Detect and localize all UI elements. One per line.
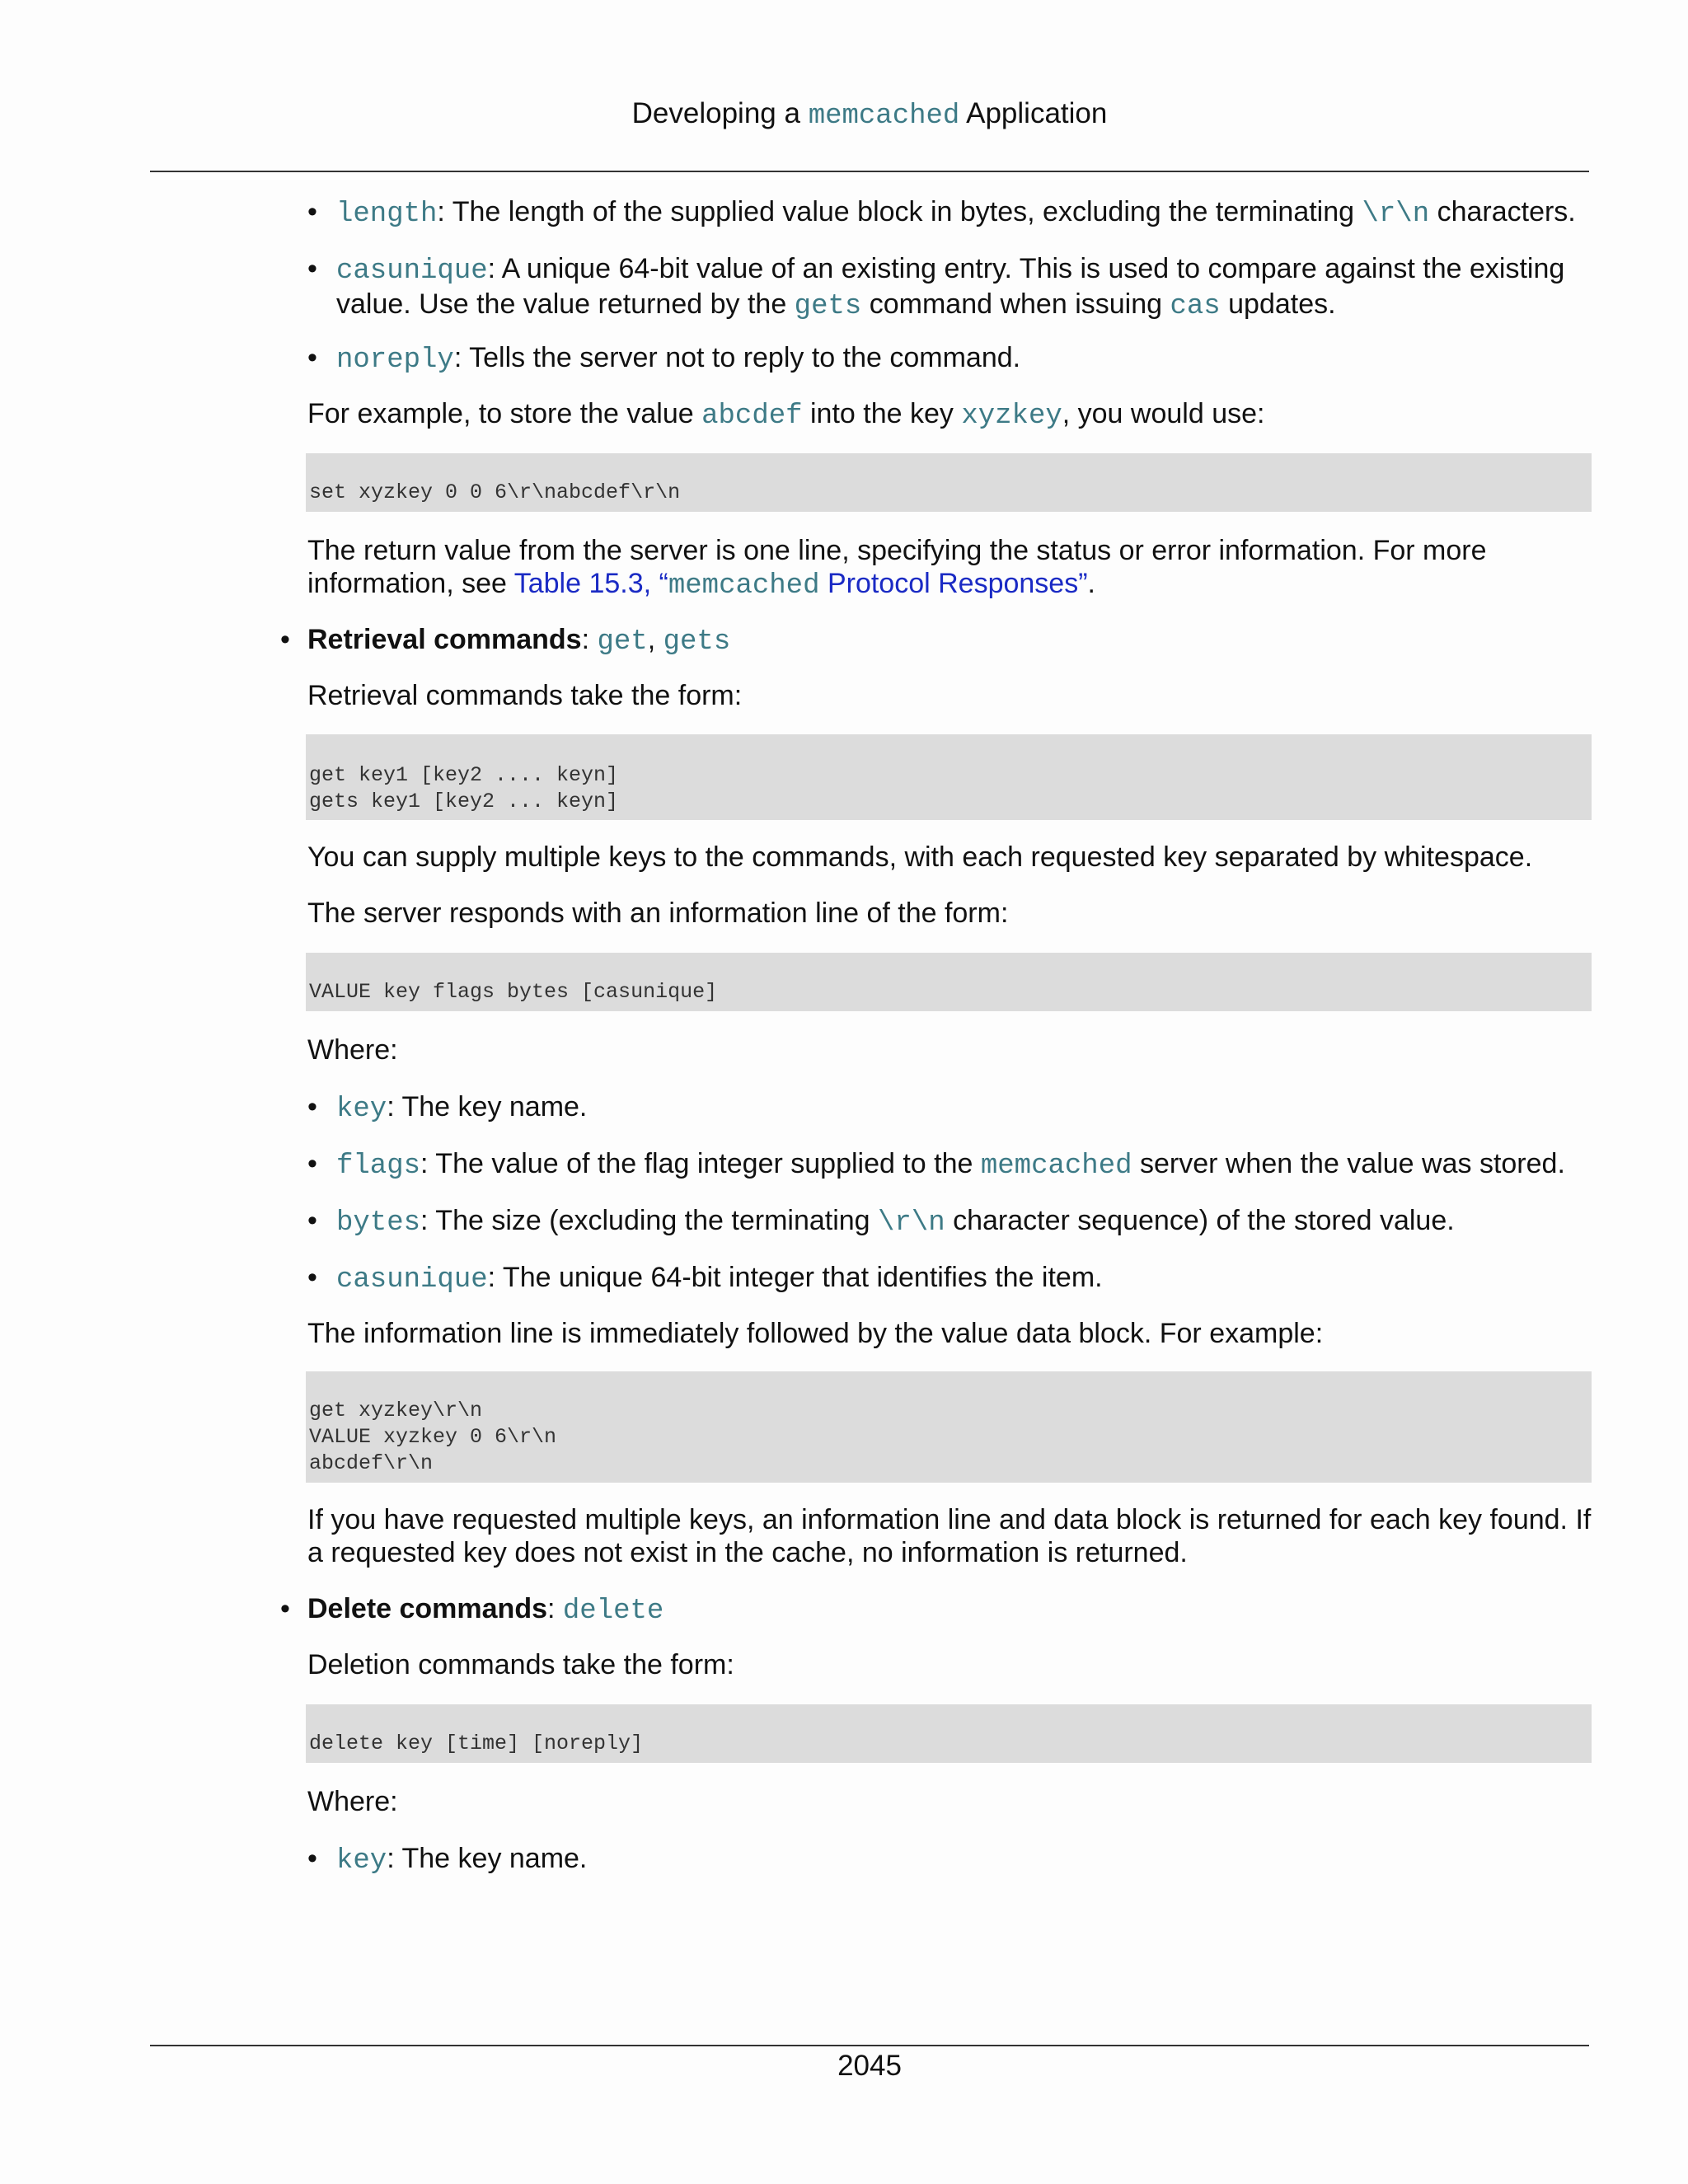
code-key: key — [336, 1845, 387, 1877]
text: . — [1087, 568, 1095, 599]
bullet: • — [307, 342, 317, 373]
code-bytes: bytes — [336, 1207, 421, 1239]
link-code[interactable]: memcached — [668, 570, 820, 602]
code-abcdef: abcdef — [701, 401, 803, 432]
bullet: • — [307, 1843, 317, 1874]
code-block-value — [306, 953, 1592, 1011]
paragraph: Deletion commands take the form: — [307, 1649, 734, 1680]
list-item-key — [336, 1090, 1589, 1126]
retrieval-label: Retrieval commands — [307, 624, 582, 655]
code-noreply: noreply — [336, 344, 454, 376]
page-header — [0, 97, 1688, 132]
paragraph: The information line is immediately followed by the value data block. For example: — [307, 1318, 1324, 1349]
header-prefix: Developing a — [631, 97, 800, 129]
list-item-casunique — [336, 1261, 1589, 1296]
list-item-noreply — [336, 341, 1589, 377]
link-text[interactable]: Table 15.3, “ — [513, 568, 668, 599]
code-cas: cas — [1170, 291, 1221, 322]
code-block-text: VALUE key flags bytes [casunique] — [309, 980, 718, 1004]
code-length: length — [336, 199, 438, 230]
header-suffix: Application — [966, 97, 1108, 129]
code-get: get — [597, 626, 648, 658]
code-memcached: memcached — [980, 1151, 1132, 1182]
text: : — [547, 1593, 563, 1624]
code-casunique: casunique — [336, 255, 488, 287]
code-gets: gets — [794, 291, 862, 322]
header-code: memcached — [808, 101, 960, 132]
bullet: • — [307, 1148, 317, 1179]
text: server when the value was stored. — [1132, 1148, 1565, 1179]
link-text[interactable]: Protocol Responses” — [819, 568, 1088, 599]
list-item-retrieval — [307, 623, 1593, 658]
text: : The size (excluding the terminating — [420, 1205, 879, 1236]
bullet: • — [307, 1262, 317, 1293]
text: characters. — [1429, 196, 1576, 227]
paragraph: Retrieval commands take the form: — [307, 680, 743, 711]
code-block-text: get xyzkey\r\n VALUE xyzkey 0 6\r\n abcdef\r\n — [309, 1399, 557, 1475]
text: : A unique 64-bit value of an existing entry. This is used to compare against the existing — [487, 253, 1565, 284]
bullet: • — [307, 253, 317, 284]
code-crlf: \r\n — [1362, 199, 1430, 230]
list-item-key — [336, 1842, 1589, 1877]
text: : The length of the supplied value block in bytes, excluding the terminating — [437, 196, 1362, 227]
paragraph: Where: — [307, 1786, 398, 1817]
code-delete: delete — [562, 1596, 664, 1627]
code-block-text: set xyzkey 0 0 6\r\nabcdef\r\n — [309, 480, 681, 504]
paragraph: Where: — [307, 1034, 398, 1066]
code-block-text: delete key [time] [noreply] — [309, 1732, 644, 1755]
code-block-delete — [306, 1704, 1592, 1763]
text: value. Use the value returned by the — [336, 288, 795, 320]
paragraph: You can supply multiple keys to the commands, with each requested key separated by whitespace. — [307, 841, 1533, 873]
bullet: • — [307, 196, 317, 227]
list-item-flags — [336, 1147, 1589, 1183]
list-item-bytes — [336, 1204, 1589, 1240]
text: For example, to store the value — [307, 398, 702, 429]
code-block-get — [306, 734, 1592, 820]
text: : The key name. — [387, 1843, 588, 1874]
delete-label: Delete commands — [307, 1593, 547, 1624]
code-flags: flags — [336, 1151, 421, 1182]
code-gets: gets — [663, 626, 731, 658]
footer-rule — [150, 2045, 1589, 2046]
bullet: • — [307, 1091, 317, 1122]
text: : The unique 64-bit integer that identifies the item. — [487, 1262, 1103, 1293]
bullet: • — [280, 1593, 290, 1624]
header-rule — [150, 171, 1589, 172]
paragraph-multireq — [307, 1503, 1593, 1569]
text: into the key — [802, 398, 962, 429]
text: : Tells the server not to reply to the command. — [453, 342, 1021, 373]
bullet: • — [307, 1205, 317, 1236]
code-casunique: casunique — [336, 1264, 488, 1296]
text: : — [581, 624, 598, 655]
text: , — [647, 624, 663, 655]
text: : The key name. — [387, 1091, 588, 1122]
text: information, see — [307, 568, 514, 599]
list-item-casunique — [336, 252, 1589, 323]
code-block-example — [306, 1371, 1592, 1483]
code-block-set — [306, 453, 1592, 512]
code-block-text: get key1 [key2 .... keyn] gets key1 [key2 ... keyn] — [309, 763, 619, 813]
text: updates. — [1220, 288, 1336, 320]
code-crlf: \r\n — [878, 1207, 945, 1239]
paragraph-return-value — [307, 534, 1593, 602]
text: If you have requested multiple keys, an information line and data block is returned for each key found. If — [307, 1504, 1592, 1535]
text: character sequence) of the stored value. — [945, 1205, 1455, 1236]
paragraph: The server responds with an information line of the form: — [307, 898, 1009, 929]
bullet: • — [280, 624, 290, 655]
page-number: 2045 — [837, 2050, 902, 2082]
text: : The value of the flag integer supplied to the — [420, 1148, 981, 1179]
list-item-delete — [307, 1592, 1593, 1628]
code-xyzkey: xyzkey — [961, 401, 1062, 432]
link-protocol-responses[interactable] — [513, 568, 1088, 602]
text: The return value from the server is one line, specifying the status or error information. For more — [307, 535, 1487, 566]
text: , you would use: — [1062, 398, 1265, 429]
list-item-length — [336, 195, 1589, 231]
text: command when issuing — [861, 288, 1170, 320]
paragraph-example — [307, 397, 1593, 433]
code-key: key — [336, 1094, 387, 1125]
text: a requested key does not exist in the cache, no information is returned. — [307, 1537, 1188, 1568]
